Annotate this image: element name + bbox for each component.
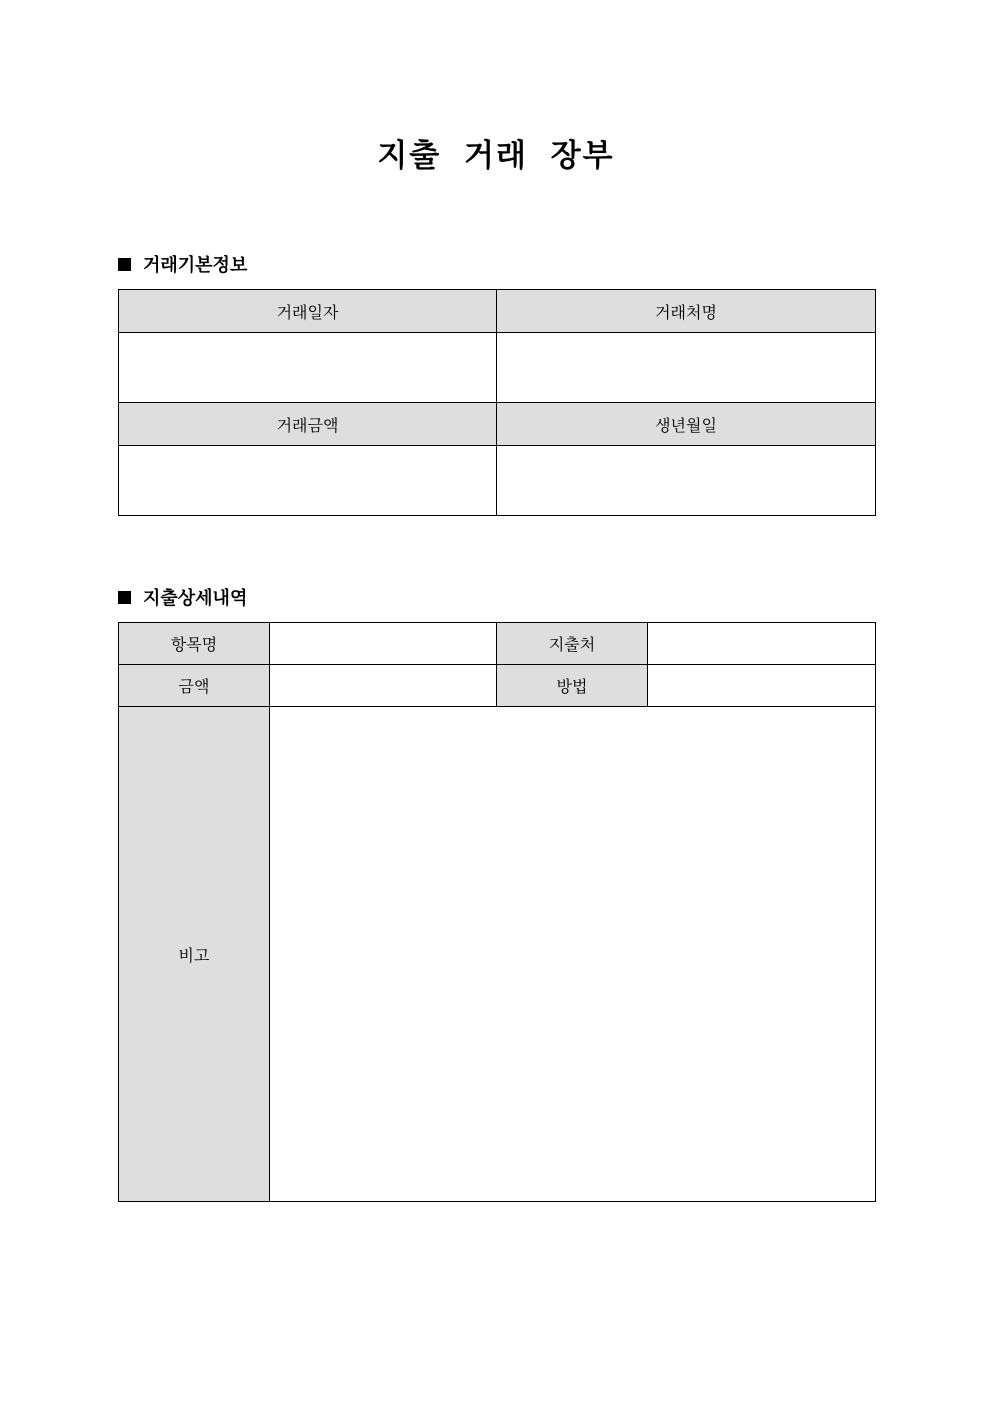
table-row <box>119 446 876 516</box>
section-heading-label: 거래기본정보 <box>143 255 248 276</box>
document-title: 지출 거래 장부 <box>377 138 615 174</box>
table-row <box>119 707 876 1202</box>
item-name-field[interactable] <box>270 623 497 665</box>
table-row <box>119 333 876 403</box>
square-bullet-icon <box>118 258 131 271</box>
counterparty-name-field[interactable] <box>497 333 876 403</box>
counterparty-name-label: 거래처명 <box>497 290 876 333</box>
section-heading-expense-detail <box>118 584 247 610</box>
transaction-date-label: 거래일자 <box>119 290 497 333</box>
table-row <box>119 290 876 333</box>
item-name-label: 항목명 <box>119 623 270 665</box>
amount-field[interactable] <box>270 665 497 707</box>
table-row <box>119 403 876 446</box>
remarks-field[interactable] <box>270 707 876 1202</box>
section-heading-label: 지출상세내역 <box>143 588 248 609</box>
transaction-amount-label: 거래금액 <box>119 403 497 446</box>
table-row <box>119 665 876 707</box>
birth-date-field[interactable] <box>497 446 876 516</box>
basic-info-table <box>118 289 876 516</box>
birth-date-label: 생년월일 <box>497 403 876 446</box>
method-label: 방법 <box>497 665 648 707</box>
expense-detail-table <box>118 622 876 1202</box>
payee-label: 지출처 <box>497 623 648 665</box>
square-bullet-icon <box>118 591 131 604</box>
method-field[interactable] <box>648 665 876 707</box>
amount-label: 금액 <box>119 665 270 707</box>
payee-field[interactable] <box>648 623 876 665</box>
table-row <box>119 623 876 665</box>
section-heading-basic-info <box>118 251 247 277</box>
transaction-amount-field[interactable] <box>119 446 497 516</box>
remarks-label: 비고 <box>119 707 270 1202</box>
transaction-date-field[interactable] <box>119 333 497 403</box>
